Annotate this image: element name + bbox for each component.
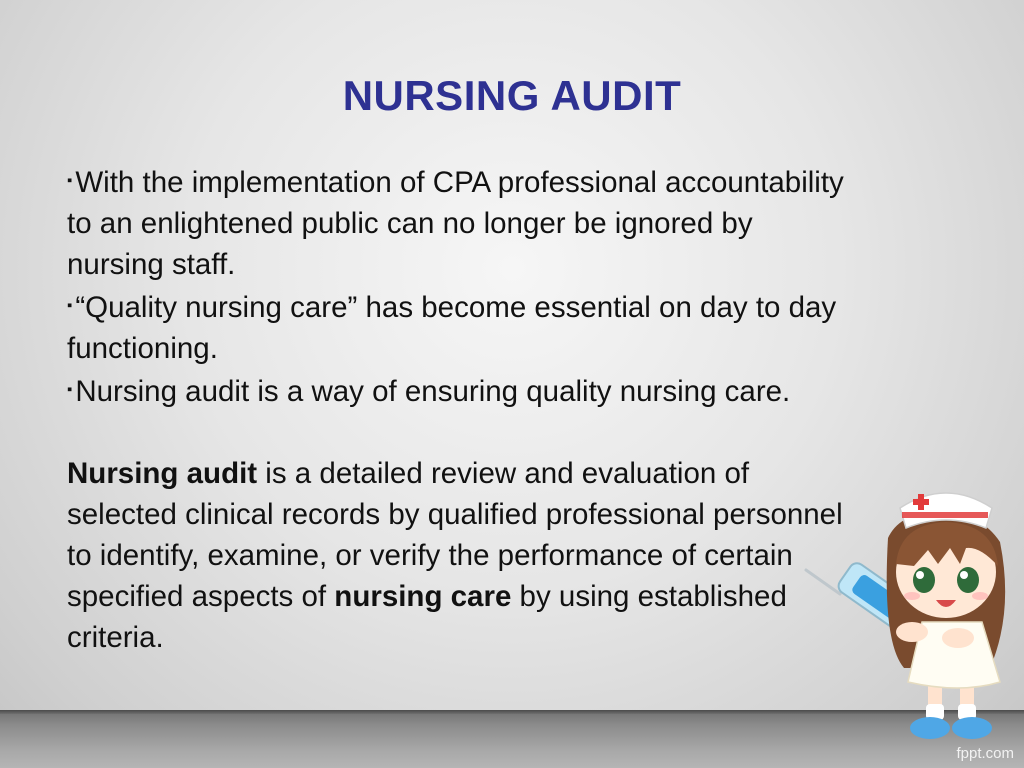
- bullet-text-2: “Quality nursing care” has become essential on day to day functioning.: [67, 291, 837, 365]
- definition-term: Nursing audit: [67, 457, 258, 490]
- paragraph-spacer: [67, 412, 857, 453]
- definition-emphasis: nursing care: [334, 580, 512, 613]
- bullet-square-icon: ▪: [67, 381, 73, 398]
- bullet-square-icon: ▪: [67, 172, 73, 189]
- definition-text-1: is a detailed review and evaluation of selected clinical records by qualified professional personnel to identify, examine, or verify the performance of certain specified aspects of: [67, 457, 843, 613]
- bullet-item-2: [67, 285, 857, 369]
- bullet-text-1: With the implementation of CPA professional accountability to an enlightened public can no longer be ignored by nursing staff.: [67, 166, 844, 281]
- bullet-square-icon: ▪: [67, 297, 73, 314]
- bullet-item-1: [67, 160, 857, 285]
- nurse-illustration: [800, 472, 1020, 752]
- slide-body: [67, 160, 857, 658]
- definition-text-2: by using established criteria.: [67, 580, 787, 654]
- bullet-text-3: Nursing audit is a way of ensuring quality nursing care.: [75, 375, 791, 408]
- bullet-item-3: [67, 369, 857, 412]
- slide-title: NURSING AUDIT: [342, 72, 682, 119]
- watermark: fppt.com: [956, 745, 1014, 762]
- definition-paragraph: [67, 453, 857, 658]
